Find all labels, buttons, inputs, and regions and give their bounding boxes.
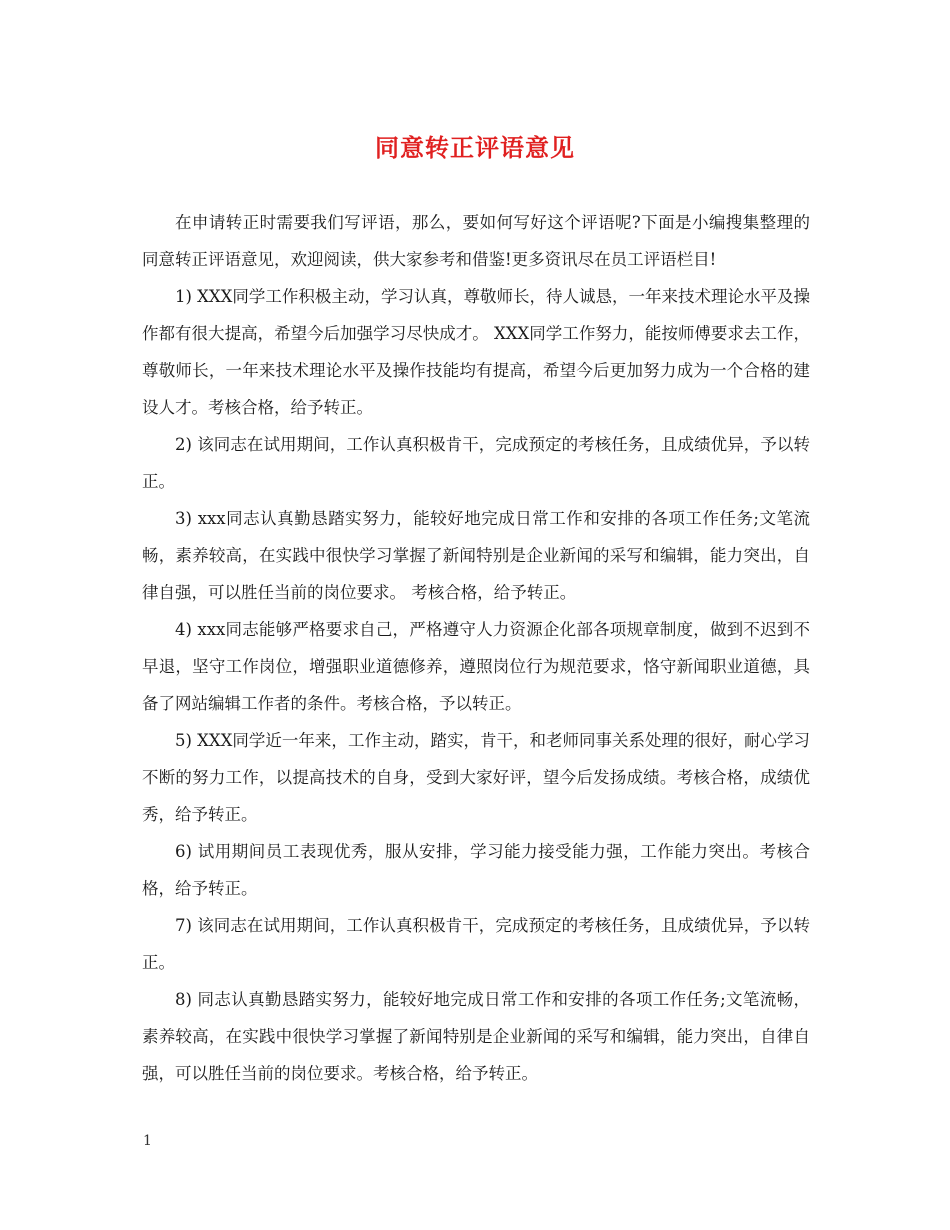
paragraph-item-7: 7) 该同志在试用期间，工作认真积极肯干，完成预定的考核任务，且成绩优异，予以转正。 (142, 916, 810, 972)
paragraph-item-1: 1) XXX同学工作积极主动，学习认真，尊敬师长，待人诚恳，一年来技术理论水平及操作都有很大提高，希望今后加强学习尽快成才。 XXX同学工作努力，能按师傅要求去工作，尊敬师长，一年来技术理论水平及操作技能均有提高，希望今后更加努力成为一个合格的建设人才。考核合格，给予转正。 (142, 287, 810, 417)
page-number: 1 (143, 1133, 152, 1149)
paragraph-item-4: 4) xxx同志能够严格要求自己，严格遵守人力资源企化部各项规章制度，做到不迟到不早退，坚守工作岗位，增强职业道德修养，遵照岗位行为规范要求，恪守新闻职业道德，具备了网站编辑工作者的条件。考核合格，予以转正。 (142, 620, 810, 713)
paragraph-item-5: 5) XXX同学近一年来，工作主动，踏实，肯干，和老师同事关系处理的很好，耐心学习不断的努力工作，以提高技术的自身，受到大家好评，望今后发扬成绩。考核合格，成绩优秀，给予转正。 (142, 731, 810, 824)
paragraph-item-2: 2) 该同志在试用期间，工作认真积极肯干，完成预定的考核任务，且成绩优异，予以转正。 (142, 435, 810, 491)
paragraph-item-6: 6) 试用期间员工表现优秀，服从安排，学习能力接受能力强，工作能力突出。考核合格，给予转正。 (142, 842, 810, 898)
paragraph-item-8: 8) 同志认真勤恳踏实努力，能较好地完成日常工作和安排的各项工作任务;文笔流畅，素养较高，在实践中很快学习掌握了新闻特别是企业新闻的采写和编辑，能力突出，自律自强，可以胜任当前的岗位要求。考核合格，给予转正。 (142, 990, 810, 1083)
paragraph-intro: 在申请转正时需要我们写评语，那么，要如何写好这个评语呢?下面是小编搜集整理的同意转正评语意见，欢迎阅读，供大家参考和借鉴!更多资讯尽在员工评语栏目! (142, 213, 810, 269)
document-title: 同意转正评语意见 (375, 133, 575, 162)
document-body (142, 204, 810, 1092)
paragraph-item-3: 3) xxx同志认真勤恳踏实努力，能较好地完成日常工作和安排的各项工作任务;文笔流畅，素养较高，在实践中很快学习掌握了新闻特别是企业新闻的采写和编辑，能力突出，自律自强，可以胜任当前的岗位要求。 考核合格，给予转正。 (142, 509, 810, 602)
